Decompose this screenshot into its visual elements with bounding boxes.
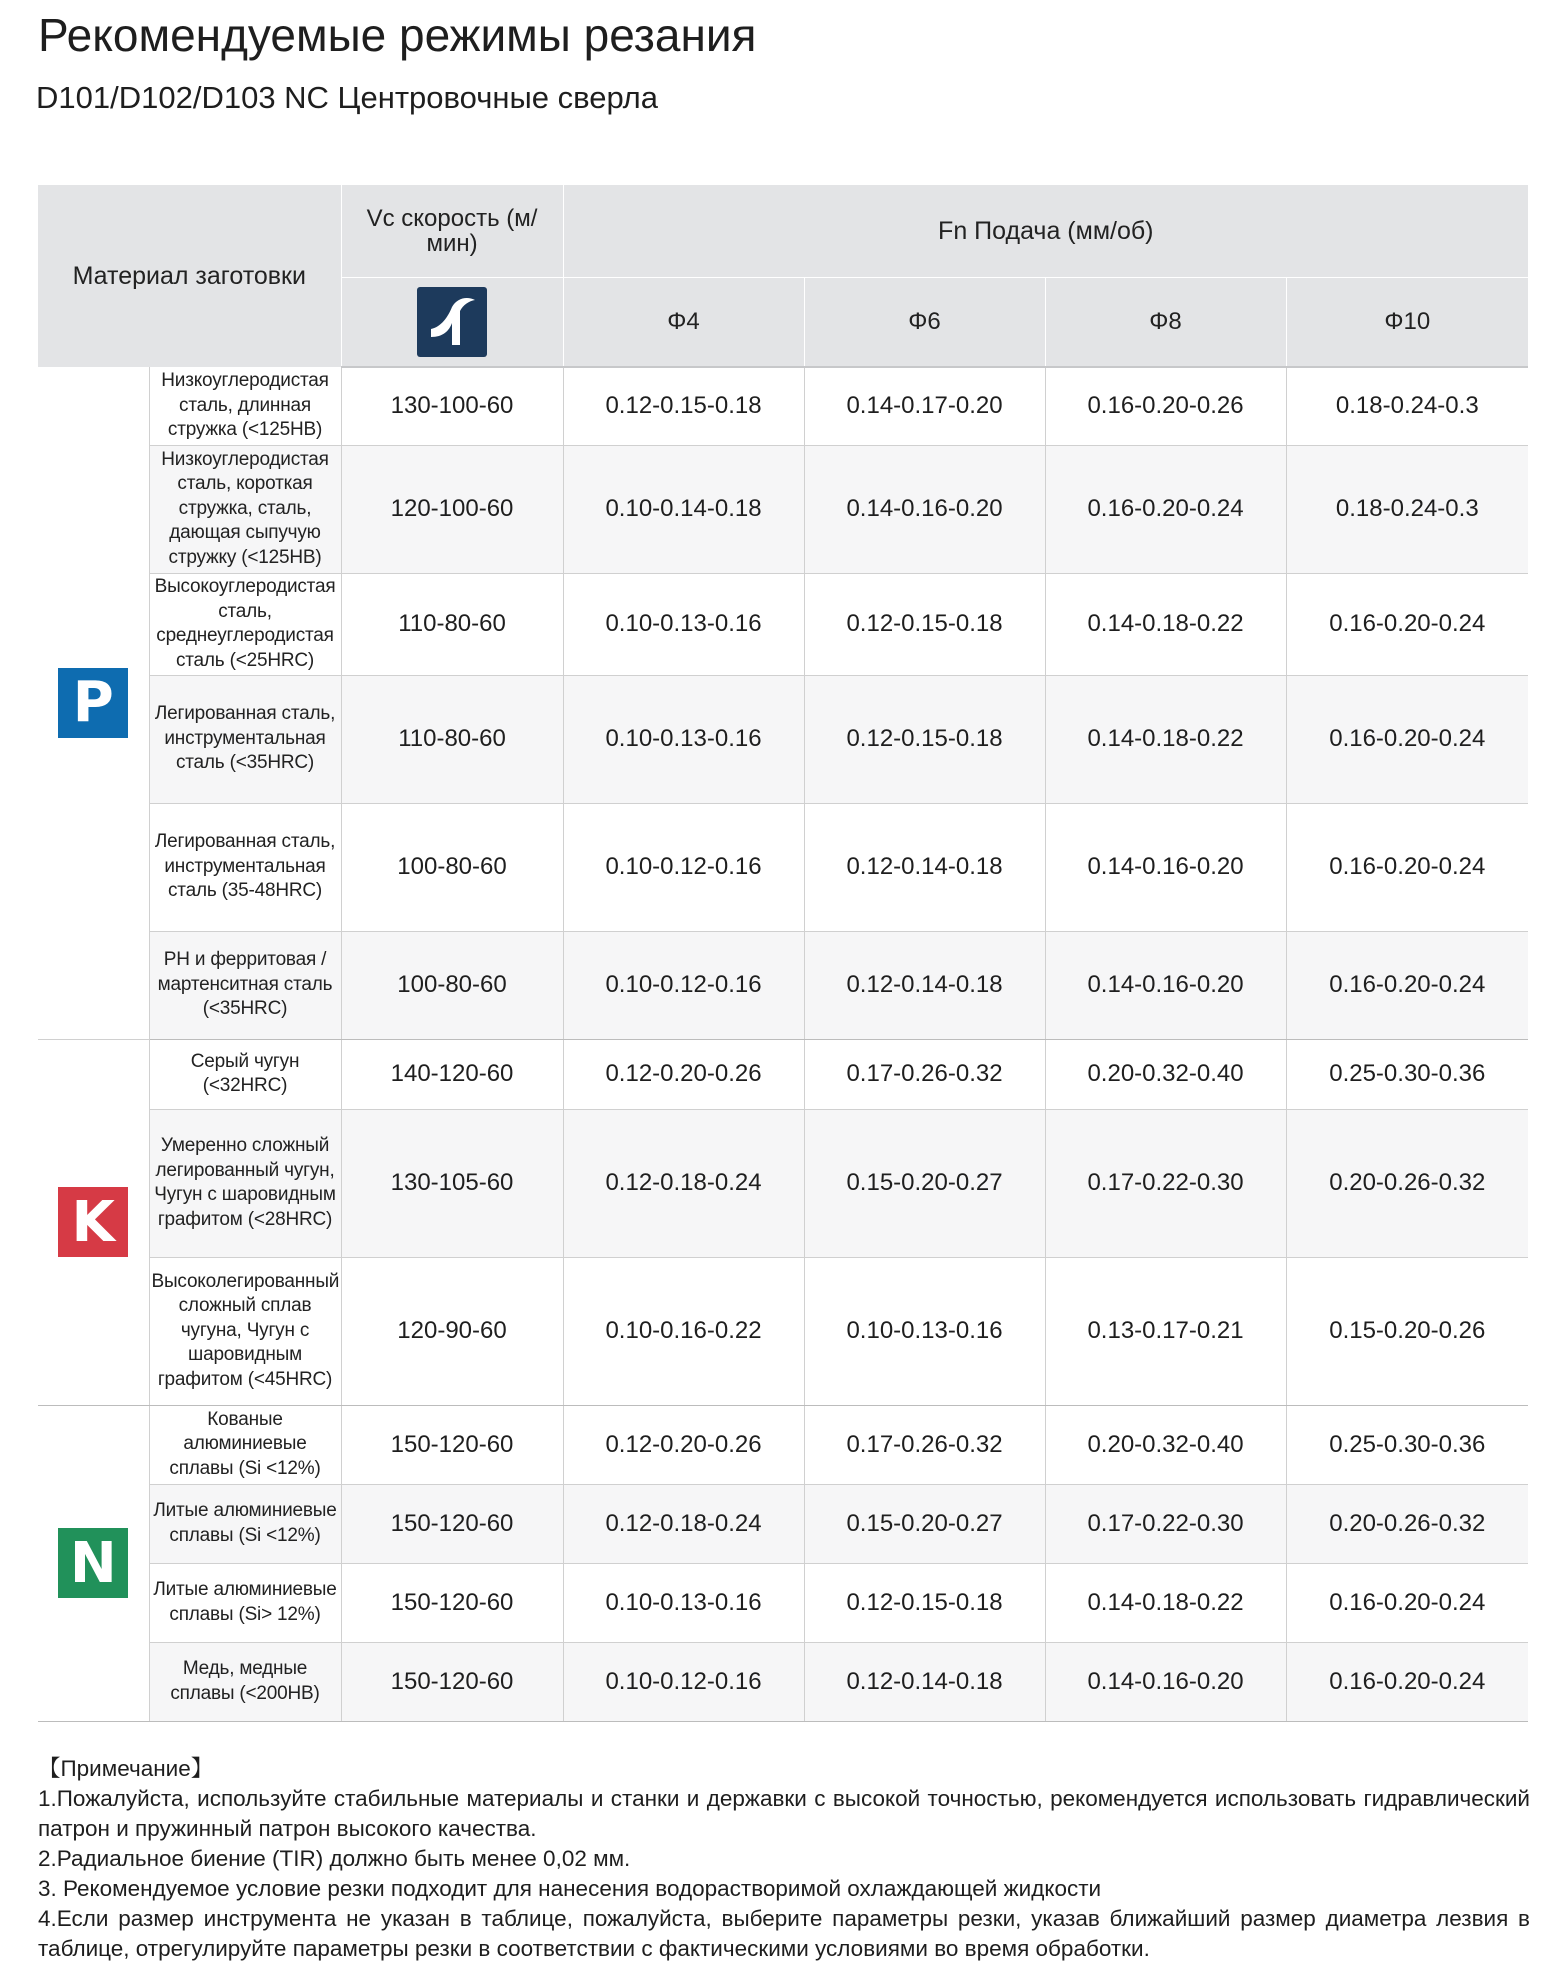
- fn-value: 0.16-0.20-0.24: [1286, 1642, 1528, 1721]
- fn-value: 0.10-0.12-0.16: [563, 931, 804, 1039]
- vc-value: 110-80-60: [341, 675, 563, 803]
- fn-value: 0.15-0.20-0.26: [1286, 1257, 1528, 1405]
- material-name: Литые алюминиевые сплавы (Si> 12%): [149, 1563, 341, 1642]
- note-item: 1.Пожалуйста, используйте стабильные материалы и станки и державки с высокой точностью, рекомендуется использовать гидравлический патрон и пружинный патрон высокого качества.: [38, 1786, 1530, 1841]
- vc-value: 120-100-60: [341, 445, 563, 573]
- fn-value: 0.10-0.13-0.16: [563, 573, 804, 675]
- material-name: Умеренно сложный легированный чугун, Чугун с шаровидным графитом (<28HRC): [149, 1109, 341, 1257]
- table-row: [38, 367, 1528, 445]
- fn-value: 0.16-0.20-0.24: [1286, 573, 1528, 675]
- cutting-parameters-table: [38, 185, 1528, 1722]
- fn-value: 0.17-0.22-0.30: [1045, 1109, 1286, 1257]
- fn-value: 0.17-0.22-0.30: [1045, 1484, 1286, 1563]
- fn-value: 0.12-0.20-0.26: [563, 1039, 804, 1109]
- fn-value: 0.12-0.18-0.24: [563, 1109, 804, 1257]
- fn-value: 0.18-0.24-0.3: [1286, 367, 1528, 445]
- fn-value: 0.12-0.15-0.18: [804, 573, 1045, 675]
- fn-value: 0.16-0.20-0.26: [1045, 367, 1286, 445]
- vc-value: 130-100-60: [341, 367, 563, 445]
- table-row: [38, 931, 1528, 1039]
- fn-value: 0.14-0.17-0.20: [804, 367, 1045, 445]
- fn-value: 0.12-0.14-0.18: [804, 1642, 1045, 1721]
- vc-value: 100-80-60: [341, 803, 563, 931]
- fn-value: 0.14-0.16-0.20: [1045, 1642, 1286, 1721]
- fn-value: 0.20-0.26-0.32: [1286, 1109, 1528, 1257]
- fn-value: 0.20-0.26-0.32: [1286, 1484, 1528, 1563]
- material-group-badge-k: K: [58, 1187, 128, 1257]
- fn-value: 0.12-0.15-0.18: [804, 1563, 1045, 1642]
- group-k-cell: [38, 1039, 149, 1405]
- fn-value: 0.16-0.20-0.24: [1286, 803, 1528, 931]
- vc-value: 130-105-60: [341, 1109, 563, 1257]
- fn-value: 0.20-0.32-0.40: [1045, 1405, 1286, 1484]
- fn-value: 0.14-0.16-0.20: [1045, 803, 1286, 931]
- fn-value: 0.20-0.32-0.40: [1045, 1039, 1286, 1109]
- table-row: [38, 1405, 1528, 1484]
- fn-value: 0.12-0.14-0.18: [804, 803, 1045, 931]
- table-row: [38, 1642, 1528, 1721]
- vc-value: 150-120-60: [341, 1405, 563, 1484]
- fn-value: 0.10-0.13-0.16: [563, 675, 804, 803]
- material-name: Кованые алюминиевые сплавы (Si <12%): [149, 1405, 341, 1484]
- material-name: Серый чугун (<32HRC): [149, 1039, 341, 1109]
- group-n-cell: [38, 1405, 149, 1721]
- fn-value: 0.12-0.14-0.18: [804, 931, 1045, 1039]
- tool-type-icon: [417, 287, 487, 357]
- fn-value: 0.17-0.26-0.32: [804, 1405, 1045, 1484]
- notes-heading: 【Примечание】: [38, 1756, 214, 1781]
- fn-value: 0.25-0.30-0.36: [1286, 1039, 1528, 1109]
- vc-value: 150-120-60: [341, 1642, 563, 1721]
- table-row: [38, 1563, 1528, 1642]
- fn-value: 0.14-0.16-0.20: [1045, 931, 1286, 1039]
- page-subtitle: D101/D102/D103 NC Центровочные сверла: [36, 80, 658, 115]
- fn-value: 0.10-0.12-0.16: [563, 1642, 804, 1721]
- fn-value: 0.16-0.20-0.24: [1286, 931, 1528, 1039]
- table-row: [38, 1109, 1528, 1257]
- diameter-header-6: Φ6: [804, 278, 1045, 368]
- material-header: Материал заготовки: [38, 185, 341, 367]
- note-item: 4.Если размер инструмента не указан в таблице, пожалуйста, выберите параметры резки, указав ближайший размер диаметра лезвия в таблице, отрегулируйте параметры резки в соответствии с фактическими условиями во время обработки.: [38, 1906, 1530, 1961]
- table-row: [38, 573, 1528, 675]
- fn-value: 0.10-0.16-0.22: [563, 1257, 804, 1405]
- fn-value: 0.18-0.24-0.3: [1286, 445, 1528, 573]
- notes-section: [38, 1754, 1530, 1964]
- diameter-header-10: Φ10: [1286, 278, 1528, 368]
- fn-value: 0.17-0.26-0.32: [804, 1039, 1045, 1109]
- table-row: [38, 675, 1528, 803]
- vc-header: Vc скорость (м/мин): [341, 185, 563, 278]
- table-row: [38, 803, 1528, 931]
- page-title: Рекомендуемые режимы резания: [38, 9, 757, 61]
- fn-value: 0.12-0.20-0.26: [563, 1405, 804, 1484]
- material-name: Медь, медные сплавы (<200HB): [149, 1642, 341, 1721]
- material-name: Легированная сталь, инструментальная сталь (35-48HRC): [149, 803, 341, 931]
- fn-value: 0.16-0.20-0.24: [1045, 445, 1286, 573]
- fn-value: 0.10-0.14-0.18: [563, 445, 804, 573]
- group-p-cell: [38, 367, 149, 1039]
- note-item: 2.Радиальное биение (TIR) должно быть менее 0,02 мм.: [38, 1846, 631, 1871]
- fn-value: 0.14-0.16-0.20: [804, 445, 1045, 573]
- fn-header: Fn Подача (мм/об): [563, 185, 1528, 278]
- material-group-badge-n: N: [58, 1528, 128, 1598]
- table-row: [38, 1484, 1528, 1563]
- vc-value: 120-90-60: [341, 1257, 563, 1405]
- material-name: Низкоуглеродистая сталь, длинная стружка (<125HB): [149, 367, 341, 445]
- table-row: [38, 1039, 1528, 1109]
- fn-value: 0.10-0.13-0.16: [563, 1563, 804, 1642]
- fn-value: 0.10-0.12-0.16: [563, 803, 804, 931]
- fn-value: 0.12-0.18-0.24: [563, 1484, 804, 1563]
- diameter-header-8: Φ8: [1045, 278, 1286, 368]
- material-group-badge-p: P: [58, 668, 128, 738]
- material-name: Высоколегированный сложный сплав чугуна, Чугун с шаровидным графитом (<45HRC): [149, 1257, 341, 1405]
- material-name: Высокоуглеродистая сталь, среднеуглеродистая сталь (<25HRC): [149, 573, 341, 675]
- fn-value: 0.15-0.20-0.27: [804, 1484, 1045, 1563]
- fn-value: 0.14-0.18-0.22: [1045, 1563, 1286, 1642]
- material-name: Низкоуглеродистая сталь, короткая стружка, сталь, дающая сыпучую стружку (<125HB): [149, 445, 341, 573]
- diameter-header-4: Φ4: [563, 278, 804, 368]
- vc-value: 140-120-60: [341, 1039, 563, 1109]
- fn-value: 0.14-0.18-0.22: [1045, 675, 1286, 803]
- vc-value: 110-80-60: [341, 573, 563, 675]
- note-item: 3. Рекомендуемое условие резки подходит для нанесения водорастворимой охлаждающей жидкости: [38, 1876, 1102, 1901]
- vc-value: 150-120-60: [341, 1484, 563, 1563]
- fn-value: 0.15-0.20-0.27: [804, 1109, 1045, 1257]
- fn-value: 0.13-0.17-0.21: [1045, 1257, 1286, 1405]
- fn-value: 0.12-0.15-0.18: [804, 675, 1045, 803]
- material-name: Легированная сталь, инструментальная сталь (<35HRC): [149, 675, 341, 803]
- fn-value: 0.10-0.13-0.16: [804, 1257, 1045, 1405]
- vc-value: 150-120-60: [341, 1563, 563, 1642]
- fn-value: 0.16-0.20-0.24: [1286, 675, 1528, 803]
- fn-value: 0.12-0.15-0.18: [563, 367, 804, 445]
- fn-value: 0.25-0.30-0.36: [1286, 1405, 1528, 1484]
- vc-value: 100-80-60: [341, 931, 563, 1039]
- fn-value: 0.16-0.20-0.24: [1286, 1563, 1528, 1642]
- table-row: [38, 445, 1528, 573]
- table-row: [38, 1257, 1528, 1405]
- material-name: Литые алюминиевые сплавы (Si <12%): [149, 1484, 341, 1563]
- fn-value: 0.14-0.18-0.22: [1045, 573, 1286, 675]
- material-name: PH и ферритовая / мартенситная сталь (<35HRC): [149, 931, 341, 1039]
- vc-icon-cell: [341, 278, 563, 368]
